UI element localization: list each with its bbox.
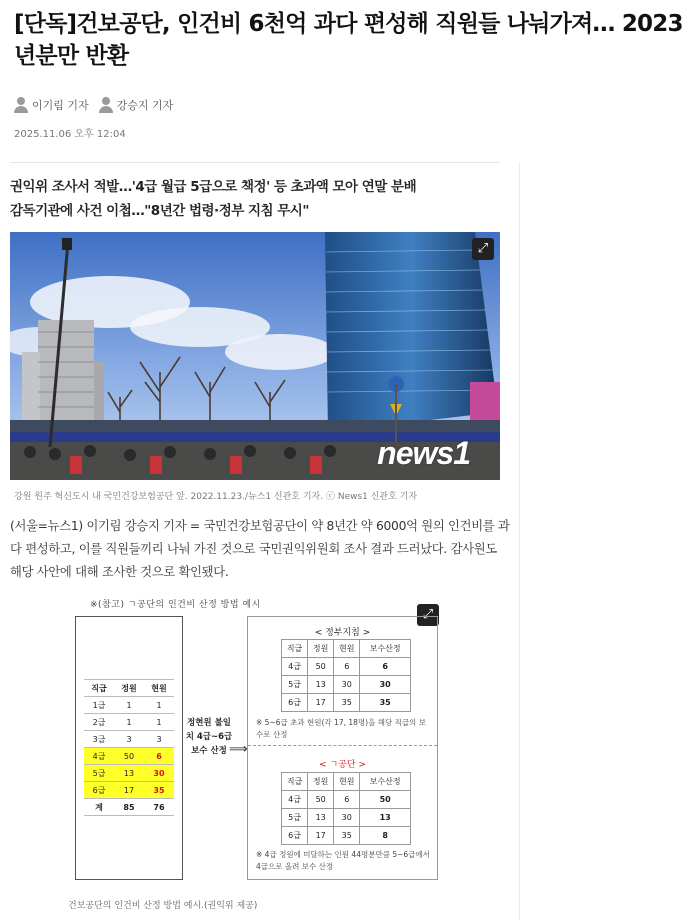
table-cell: 30 xyxy=(334,676,360,694)
table-cell: 5급 xyxy=(282,809,308,827)
table-row xyxy=(282,809,411,827)
table-row xyxy=(282,694,411,712)
expand-icon[interactable]: ⤢ xyxy=(417,604,439,626)
table-cell: 50 xyxy=(114,748,144,765)
table-cell: 2급 xyxy=(84,714,114,731)
table-cell: 13 xyxy=(308,809,334,827)
subheadline-line: 감독기관에 사건 이첩…"8년간 법령·정부 지침 무시" xyxy=(10,203,309,219)
table-cell: 85 xyxy=(114,799,144,816)
table-cell: 6 xyxy=(334,791,360,809)
table-header: 현원 xyxy=(334,640,360,658)
table-cell: 13 xyxy=(360,809,411,827)
figure-image[interactable] xyxy=(62,592,442,882)
table-cell: 5급 xyxy=(84,765,114,782)
table-row-highlighted xyxy=(84,782,174,799)
table-header: 보수산정 xyxy=(360,640,411,658)
panel-divider xyxy=(248,745,437,746)
grade-table xyxy=(84,679,174,816)
reporter-byline[interactable] xyxy=(99,97,174,113)
table-cell: 13 xyxy=(308,676,334,694)
table-cell: 6 xyxy=(144,748,174,765)
table-cell: 17 xyxy=(308,827,334,845)
table-cell: 계 xyxy=(84,799,114,816)
table-cell: 6 xyxy=(360,658,411,676)
publish-date: 2025.11.06 오후 12:04 xyxy=(14,129,126,140)
table-row-highlighted xyxy=(84,765,174,782)
middle-label: 정현원 불일치 4급~6급 보수 산정 xyxy=(185,718,233,756)
table-row xyxy=(84,714,174,731)
table-cell: 17 xyxy=(114,782,144,799)
table-cell: 6급 xyxy=(282,827,308,845)
article-body: (서울=뉴스1) 이기림 강승지 기자 = 국민건강보험공단이 약 8년간 약 6000억 원의 인건비를 과다 편성하고, 이를 직원들끼리 나눠 가진 것으로 국민권익위원회 조사 결과 드러났다. 감사원도 해당 사안에 대해 조사한 것으로 확인됐다. xyxy=(10,519,510,579)
table-header: 현원 xyxy=(334,773,360,791)
table-cell: 4급 xyxy=(84,748,114,765)
table-cell: 1 xyxy=(114,714,144,731)
right-arrow-icon: ⟹ xyxy=(229,742,248,757)
table-cell: 35 xyxy=(334,694,360,712)
table-cell: 6 xyxy=(334,658,360,676)
agency-panel-title: < ㄱ공단 > xyxy=(319,760,366,770)
government-panel-title: < 정부지침 > xyxy=(314,628,371,638)
table-cell: 30 xyxy=(334,809,360,827)
table-header: 보수산정 xyxy=(360,773,411,791)
figure-note-title: ※(참고) ㄱ공단의 인건비 산정 방법 예시 xyxy=(90,600,261,610)
subheadline-line: 권익위 조사서 적발…'4급 월급 5급으로 책정' 등 초과액 모아 연말 분배 xyxy=(10,179,417,195)
table-cell: 76 xyxy=(144,799,174,816)
table-cell: 3 xyxy=(114,731,144,748)
table-row xyxy=(84,731,174,748)
reporter-name: 이기림 기자 xyxy=(32,99,89,112)
table-cell: 50 xyxy=(308,791,334,809)
table-header: 직급 xyxy=(282,640,308,658)
byline-list xyxy=(14,97,173,113)
agency-table xyxy=(281,772,411,845)
column-divider xyxy=(519,162,520,920)
table-cell: 1 xyxy=(144,697,174,714)
table-cell: 13 xyxy=(114,765,144,782)
table-header: 정원 xyxy=(308,640,334,658)
table-cell: 4급 xyxy=(282,658,308,676)
table-cell: 6급 xyxy=(84,782,114,799)
table-cell: 8 xyxy=(360,827,411,845)
figure-caption: 건보공단의 인건비 산정 방법 예시.(권익위 제공) xyxy=(68,901,258,911)
left-table-box xyxy=(75,616,183,880)
table-header: 현원 xyxy=(144,680,174,697)
table-cell: 5급 xyxy=(282,676,308,694)
reporter-name: 강승지 기자 xyxy=(116,99,174,112)
article-subheadline xyxy=(10,175,505,223)
table-cell: 3 xyxy=(144,731,174,748)
table-header: 정원 xyxy=(308,773,334,791)
article-photo[interactable] xyxy=(10,232,500,480)
table-row xyxy=(282,676,411,694)
table-header: 직급 xyxy=(84,680,114,697)
table-cell: 1급 xyxy=(84,697,114,714)
table-cell: 17 xyxy=(308,694,334,712)
table-cell: 4급 xyxy=(282,791,308,809)
table-header: 직급 xyxy=(282,773,308,791)
reporter-avatar-icon xyxy=(99,97,113,113)
table-total-row xyxy=(84,799,174,816)
table-row xyxy=(282,791,411,809)
agency-panel-note: ※ 4급 정원에 미달하는 인원 44명분만큼 5~6급에서 4급으로 올려 보수 산정 xyxy=(256,850,430,871)
table-row xyxy=(282,658,411,676)
table-cell: 30 xyxy=(144,765,174,782)
expand-icon[interactable]: ⤢ xyxy=(472,238,494,260)
table-cell: 35 xyxy=(360,694,411,712)
table-cell: 3급 xyxy=(84,731,114,748)
table-cell: 35 xyxy=(334,827,360,845)
table-row-highlighted xyxy=(84,748,174,765)
reporter-avatar-icon xyxy=(14,97,28,113)
table-cell: 50 xyxy=(308,658,334,676)
table-cell: 30 xyxy=(360,676,411,694)
table-row xyxy=(282,827,411,845)
table-row xyxy=(84,697,174,714)
table-cell: 1 xyxy=(144,714,174,731)
reporter-byline[interactable] xyxy=(14,97,89,113)
table-cell: 1 xyxy=(114,697,144,714)
government-table xyxy=(281,639,411,712)
article-title: [단독]건보공단, 인건비 6천억 과다 편성해 직원들 나눠가져… 2023년분만 반환 xyxy=(14,11,683,69)
header-divider xyxy=(10,162,500,163)
comparison-box xyxy=(247,616,438,880)
table-cell: 50 xyxy=(360,791,411,809)
table-cell: 6급 xyxy=(282,694,308,712)
table-header: 정원 xyxy=(114,680,144,697)
photo-caption: 강원 원주 혁신도시 내 국민건강보험공단 앞. 2022.11.23./뉴스1 신관호 기자. ⓒ News1 신관호 기자 xyxy=(14,492,418,502)
photo-watermark: news1 xyxy=(377,435,470,471)
table-cell: 35 xyxy=(144,782,174,799)
government-panel-note: ※ 5~6급 초과 현원(각 17, 18명)을 해당 직급의 보수로 산정 xyxy=(256,718,426,739)
